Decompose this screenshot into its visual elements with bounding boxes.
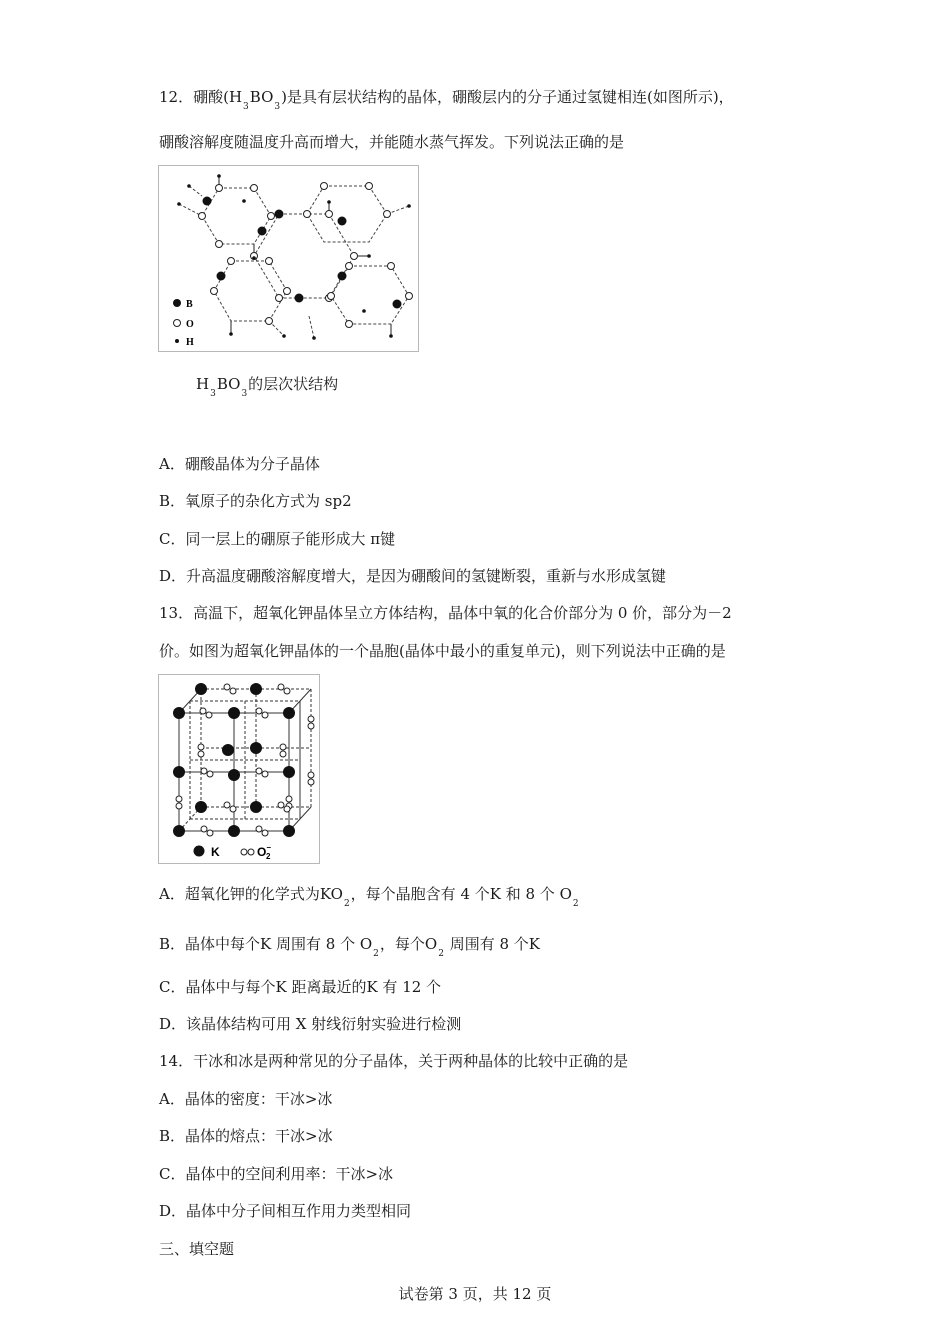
legend-k: K bbox=[211, 845, 220, 859]
q12-figure-caption: $H_3BO_3$的层次状结构 bbox=[196, 375, 339, 399]
boron-legend-dot bbox=[173, 299, 181, 307]
legend-h: H bbox=[186, 337, 194, 348]
ko2-unit-cell-diagram bbox=[159, 675, 319, 863]
ko2-unit-cell-figure bbox=[158, 674, 320, 864]
q12-stem-line2: 硼酸溶解度随温度升高而增大，并能随水蒸气挥发。下列说法正确的是 bbox=[159, 133, 625, 151]
legend-o2: O− 2 bbox=[257, 843, 272, 861]
q13-option-b: B．晶体中每个K 周围有 8 个 $O_2$，每个$O_2$ 周围有 8 个K bbox=[159, 935, 540, 959]
section-heading: 三、填空题 bbox=[159, 1240, 235, 1258]
q13-option-a: A．超氧化钾的化学式为$KO_2$，每个晶胞含有 4 个K 和 8 个 $O_2$ bbox=[159, 885, 579, 909]
q14-option-d: D．晶体中分子间相互作用力类型相同 bbox=[159, 1202, 412, 1220]
page-footer: 试卷第 3 页，共 12 页 bbox=[398, 1285, 552, 1303]
q12-stem-line1: 12．硼酸$(H_3BO_3)$是具有层状结构的晶体，硼酸层内的分子通过氢键相连(如图所示)， bbox=[159, 88, 734, 112]
potassium-legend-dot bbox=[194, 846, 205, 857]
superoxide-legend-dot2 bbox=[248, 849, 254, 855]
q13-stem-line1: 13．高温下，超氧化钾晶体呈立方体结构，晶体中氧的化合价部分为 0 价，部分为－2 bbox=[159, 604, 732, 622]
boric-acid-structure-diagram bbox=[159, 166, 418, 351]
q12-option-a: A．硼酸晶体为分子晶体 bbox=[159, 455, 320, 473]
q13-stem-line2: 价。如图为超氧化钾晶体的一个晶胞(晶体中最小的重复单元)，则下列说法中正确的是 bbox=[159, 642, 726, 660]
q12-option-d: D．升高温度硼酸溶解度增大，是因为硼酸间的氢键断裂，重新与水形成氢键 bbox=[159, 567, 667, 585]
q14-option-b: B．晶体的熔点：干冰>冰 bbox=[159, 1127, 333, 1145]
figure-legend bbox=[194, 843, 272, 861]
hydrogen-legend-dot bbox=[175, 339, 179, 343]
q14-option-c: C．晶体中的空间利用率：干冰>冰 bbox=[159, 1165, 394, 1183]
q12-option-b: B．氧原子的杂化方式为 sp2 bbox=[159, 492, 352, 510]
q13-option-d: D．该晶体结构可用 X 射线衍射实验进行检测 bbox=[159, 1015, 462, 1033]
legend-b: B bbox=[186, 299, 193, 310]
figure-legend bbox=[173, 299, 194, 348]
q13-option-c: C．晶体中与每个K 距离最近的K 有 12 个 bbox=[159, 978, 442, 996]
boric-acid-layer-figure bbox=[158, 165, 419, 352]
q14-stem: 14．干冰和冰是两种常见的分子晶体，关于两种晶体的比较中正确的是 bbox=[159, 1052, 629, 1070]
legend-o: O bbox=[186, 319, 194, 330]
oxygen-legend-dot bbox=[174, 320, 181, 327]
q12-option-c: C．同一层上的硼原子能形成大 π键 bbox=[159, 530, 396, 548]
superoxide-legend-dot1 bbox=[241, 849, 247, 855]
q14-option-a: A．晶体的密度：干冰>冰 bbox=[159, 1090, 333, 1108]
